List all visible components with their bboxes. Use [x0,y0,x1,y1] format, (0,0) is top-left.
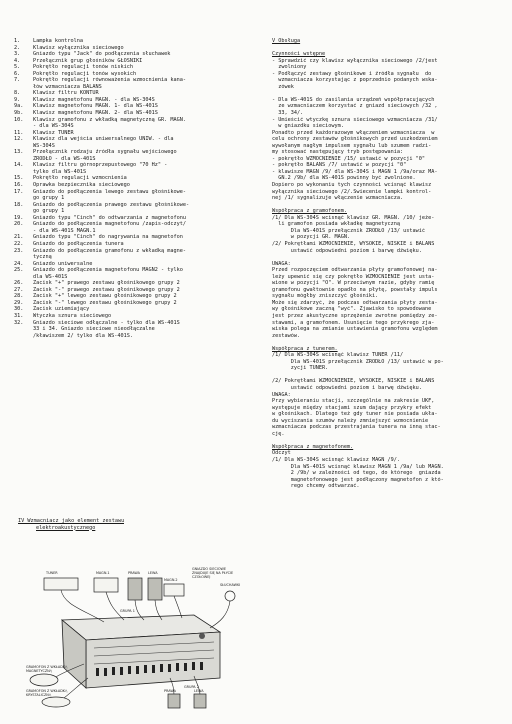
item-text: Gniazdo do podłączenia tunera [33,240,124,247]
text-line: Dla WS-401S przełącznik ŹRÓDŁO /13/ ustawić w po- [272,358,444,365]
text-line: 33, 34/. [272,110,304,117]
text-line: Dla WS-401S przełącznik ŹRÓDŁO /13/ ustawić [272,227,426,234]
item-number: 5. [14,64,21,71]
item-text: Pokrętło regulacji tonów niskich [33,64,133,71]
item-text: Gniazdo uniwersalne [33,260,93,267]
item-number: 8. [14,90,21,97]
item-number: 13. [14,149,24,156]
item-text: Klawisz gramofonu z wkładką magnetyczną GR. MAGN. [33,116,187,123]
item-text: Klawisz TUNER [33,129,74,136]
item-text: Wtyczka sznura sieciowego [33,312,112,319]
text-line: rego chcemy odtwarzać. [272,483,360,490]
item-text: Lampka kontrolna [33,38,83,44]
item-text: Gniazdo do podłączenia lewego zestawu głośnikowe- [33,188,187,195]
item-text: Klawisz magnetofonu MAGN. 1- dla WS-401S [33,103,158,110]
section-iv-line1: IV Wzmacniacz jako element zestawu [18,518,125,524]
label-gram-mag-2: MAGNETYCZNĄ [26,669,52,673]
text-line: sygnału mógłby zniszczyć głośniki. [272,293,379,300]
list-item [14,333,189,340]
speaker-right-1 [128,571,142,600]
item-number: 28. [14,293,24,300]
item-number: 9b. [14,110,24,117]
text-line: zówek [272,83,294,90]
label-grupa2: GRUPA 2 [184,685,199,689]
item-number [14,333,33,340]
text-line: wy głośnikowe zaczną "wyć". Zjawisko to spowodowane [272,306,432,313]
section-heading: Współpraca z tunerem. [272,345,338,352]
label-prawa: PRAWA [128,571,140,575]
text-line: Dla WS-401S wcisnąć klawisz MAGN 1 /9a/ lub MAGN. [272,463,444,470]
text-line: Przy wybieraniu stacji, szczególnie na zakresie UKF, [272,398,435,405]
text-line: wzmacniacza korzystając z poprzednio podanych wska- [272,77,438,84]
item-text: Gniazdo do podłączenia magnetofonu MAGN2 - tylko [33,267,183,274]
item-text: Klawisz magnetofonu MAGN. 2- dla WS-401S [33,110,158,117]
label-lewa-2: LEWA [194,689,204,693]
item-number: 1. [14,38,21,44]
item-number: 23. [14,247,24,254]
item-text: Klawisz magnetofonu MAGN. - dla WS-304S [33,96,155,103]
item-number: 31. [14,312,24,319]
item-number: 22. [14,240,24,247]
item-text: Gniazdo do podłączenia magnetofonu /zapis-odczyt/ [33,221,187,228]
section-iv-line2: elektroakustycznego [36,524,96,531]
item-text: Klawisz filtru górnoprzepustowego "70 Hz" - [33,162,168,169]
item-number: 9a. [14,103,24,110]
label-gniazdo-1: GNIAZDO SIECIOWE [192,567,226,571]
section-iv-heading [18,518,124,531]
item-text: go grupy 1 [33,208,65,215]
item-text: ŹRÓDŁO - dla WS-401S [33,155,96,162]
text-line: - Sprawdzić czy klawisz wyłącznika sieciowego /2/jest [272,57,438,64]
item-number: 25. [14,267,24,274]
text-line: stawami, a gramofonem. Usunięcie tego przykrego zja- [272,319,435,326]
item-text: Gniazdo do podłączenia gramofonu z wkładką magne- [33,247,187,254]
socket-note [192,567,240,601]
text-line: jest przez akustyczne sprzężenie zwrotne pomiędzy ze- [272,312,438,319]
item-number: 16. [14,182,24,189]
label-magn1: MAGN.1 [96,571,110,575]
item-number: 21. [14,234,24,241]
item-number: 12. [14,136,24,143]
text-line: Odczyt [272,450,291,457]
text-line: ustawić odpowiedni poziom i barwę dźwięku. [272,247,422,254]
item-text: Klawisz filtru KONTUR [33,90,99,97]
item-text: Klawisz dla wejścia uniwersalnego UNIW. - dla [33,136,174,143]
text-line: UWAGA: [272,260,291,267]
item-text: Gniazdo typu "Cinch" do nagrywania na magnetofon [33,234,183,241]
item-text: Zacisk "+" lewego zestawu głośnikowego grupy 2 [33,293,177,300]
text-line: w gniazdku sieciowym. [272,123,344,130]
text-line: gramofonu gwałtownie opadło na płytę, powstały impuls [272,286,438,293]
text-line: zycji TUNER. [272,365,329,372]
text-line: Ponadto przed każdorazowym włączeniem wzmacniacza w [272,129,435,136]
text-line: Dopiero po wykonaniu tych czynności wcisnąć klawisz [272,182,432,189]
text-line: wyłącznika sieciowego /2/.Świecenie lampki kontrol- [272,188,432,195]
item-text: 33 i 34. Gniazdo sieciowe nieodłączalne [33,326,155,333]
item-number: 6. [14,70,21,77]
label-prawa-2: PRAWA [164,689,176,693]
text-line: /2/ Pokrętłami WZMOCNIENIE, WYSOKIE, NISKIE i BALANS [272,240,435,247]
item-number: 29. [14,299,24,306]
text-line: w pozycji GR. MAGN. [272,234,351,241]
speaker-group-2 [164,685,206,708]
text-line: magnetofonowego jest podłączony magnetofon z któ- [272,476,444,483]
item-text: tylko dla WS-401S [33,168,87,175]
label-lewa: LEWA [148,571,158,575]
label-gniazdo-2: ZNAJDUJE SIĘ NA PŁYCIE [192,571,234,575]
text-line: wywołanym nagłym impulsem sygnału lub szumem radzi- [272,142,432,149]
label-grupa1: GRUPA 1 [120,609,135,613]
text-line: zestawów. [272,332,301,339]
item-number: 17. [14,188,24,195]
item-text: Gniazdo typu "Jack" do podłączenia słuchawek [33,51,171,58]
text-line: ze wzmacniaczem korzystać z gniazd sieciowych /32 , [272,103,438,110]
text-line: - klawisze MAGN /9/ dla WS-304S i MAGN 1 /9a/oraz MA- [272,168,438,175]
turntable-crystal [26,689,70,707]
item-number: 9. [14,96,21,103]
item-text: tyczną [33,254,52,261]
item-text: - dla WS-304S [33,123,74,130]
item-text: WS-304S [33,142,55,149]
text-line: w głośnikach. Dlatego też gdy tuner nie posiada ukła- [272,411,438,418]
device-magn1 [94,571,118,592]
item-number: 3. [14,51,21,58]
section-heading: Współpraca z gramofonem. [272,208,347,215]
text-line: leży upewnić się czy pokrętło WZMOCNIENIE jest usta- [272,273,435,280]
item-number: 7. [14,77,21,84]
text-line: - Podłączyć zestawy głośnikowe i źródła sygnału do [272,70,432,77]
item-text: Klawisz wyłącznika sieciowego [33,44,124,51]
amplifier-illustration [62,615,220,688]
item-text: Gniazdo typu "Cinch" do odtwarzania z magnetofonu [33,214,187,221]
item-number: 18. [14,201,24,208]
text-line: UWAGA: [272,391,291,398]
item-number: 24. [14,260,24,267]
item-text: łów wzmacniacza BALANS [33,83,102,90]
item-text: Gniazdo sieciowe odłączalne - tylko dla WS-401S [33,319,180,326]
turntable-magnetic [26,665,68,686]
text-line: my stosować następujący tryb postępowania: [272,149,404,156]
text-line: zwolniony [272,64,307,71]
item-number: 10. [14,116,24,123]
item-text: /kławiszem 2/ tylko dla WS-401S. [33,332,133,339]
item-number: 20. [14,221,24,228]
text-line: /2/ Pokrętłami WZMOCNIENIE, WYSOKIE, NISKIE i BALANS [272,378,435,385]
amplifier-connection-diagram [24,560,256,710]
text-line: li gramofon posiada wkładkę magnetyczną [272,221,401,228]
item-number: 27. [14,286,24,293]
item-number: 26. [14,280,24,287]
section-heading: Czynności wstępne [272,51,326,58]
section-heading: Współpraca z magnetofonem. [272,443,354,450]
text-line: wiska polega na zmianie ustawienia gramofonu względem [272,326,438,333]
item-number: 2. [14,44,21,51]
label-gram-mag-1: GRAMOFON Z WKŁADKĄ [26,665,68,669]
item-text: Pokrętło regulacji tonów wysokich [33,70,137,77]
text-line: du wyciszania szumów należy zmniejszyć wzmocnienie [272,417,429,424]
operation-instructions [272,38,444,490]
item-text: Zacisk "+" prawego zestawu głośnikowego grupy 2 [33,280,180,287]
speaker-left-1 [148,571,162,600]
text-line: cję. [272,430,285,437]
text-line: wzmacniacza podczas przestrajania tunera na inną stac- [272,424,441,431]
item-text: Zacisk uziemiający [33,306,90,313]
text-line: - pokrętło BALANS /7/ ustawić w pozycji "0" [272,162,407,169]
item-number: 11. [14,129,24,136]
item-text: Przełącznik grup głośników GŁOŚNIKI [33,57,143,64]
label-tuner: TUNER [46,571,58,575]
text-line: wione w pozycji "O". W przeciwnym razie, gdyby ramię [272,280,435,287]
label-sluchawki: SŁUCHAWKI [220,583,241,587]
text-line: Może się zdarzyć, że podczas odtwarzania płyty zesta- [272,299,438,306]
parts-list [14,38,189,339]
item-text: Przełącznik rodzaju źródła sygnału wejściowego [33,149,177,156]
item-text: Gniazdo do podłączenia prawego zestawu głośnikowe- [33,201,190,208]
text-line: /1/ Dla WS-304S wcisnąć klawisz TUNER /11/ [272,352,404,359]
text-line: /1/ Dla WS-304S wcisnąć klawisz GR. MAGN. /10/ jeże- [272,214,435,221]
item-number: 14. [14,162,24,169]
item-text: Zacisk "-" lewego zestawu głośnikowego grupy 2 [33,299,177,306]
label-magn2: MAGN.2 [164,578,178,582]
text-line: Przed rozpoczęciem odtwarzania płyty gramofonowej na- [272,267,438,274]
text-line: celu ochrony zestawów głośnikowych przed uszkodzeniem [272,136,438,143]
text-line: GN.2 /9b/ dla WS-401S powinny być zwolnione. [272,175,416,182]
section-heading: V Obsługa [272,38,301,44]
item-number: 19. [14,214,24,221]
device-tuner [44,571,78,590]
item-text: Zacisk "-" prawego zestawu głośnikowego grupy 2 [33,286,180,293]
diagram-svg [24,560,256,710]
item-text: dla WS-401S [33,273,68,280]
label-gram-kr-1: GRAMOFON Z WKŁADKĄ [26,689,68,693]
text-line: - Umieścić wtyczkę sznura sieciowego wzmacniacza /31/ [272,116,438,123]
item-text: go grupy 1 [33,195,65,202]
label-gram-kr-2: KRYSTALICZNĄ [26,693,52,697]
text-line: - Dla WS-401S do zasilania urządzeń współpracujących [272,96,435,103]
item-text: Pokrętło regulacji równoważenia wzmocnienia kana- [33,77,187,84]
text-line: /1/ Dla WS-304S wcisnąć klawisz MAGN /9/. [272,457,401,463]
item-text: Oprawka bezpiecznika sieciowego [33,182,130,189]
device-magn2 [164,578,184,596]
item-number: 4. [14,57,21,64]
text-line: występuje między stacjami szum dający przykry efekt [272,404,432,411]
text-line: 2 /9b/ w zależności od tego, do którego gniazda [272,470,441,477]
item-number: 15. [14,175,24,182]
item-number: 32. [14,319,24,326]
text-line: nej /1/ sygnalizuje włączenie wzmacniacza. [272,195,404,202]
item-number: 30. [14,306,24,313]
text-line: ustawić odpowiedni poziom i barwę dźwięku. [272,384,422,391]
item-text: - dla WS-401S MAGN.1 [33,227,96,234]
text-line: - pokrętło WZMOCNIENIE /15/ ustawić w pozycji "0" [272,155,426,162]
item-text: Pokrętło regulacji wzmocnienia [33,175,127,182]
label-gniazdo-3: CZOŁOWEJ [192,575,211,579]
